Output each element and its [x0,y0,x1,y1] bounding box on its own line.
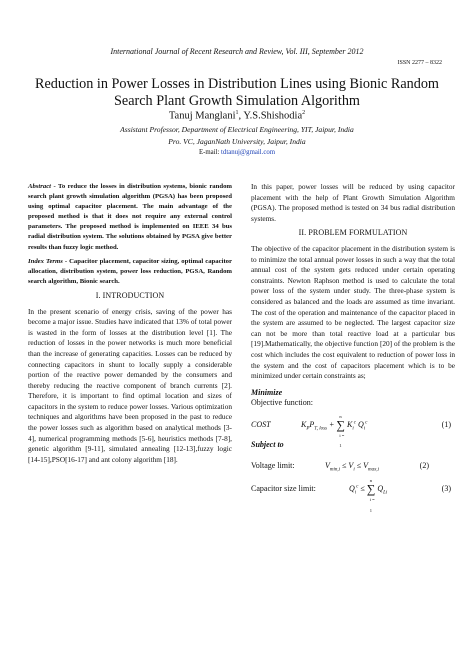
formulation-heading: II. PROBLEM FORMULATION [298,228,408,238]
keywords-label: Index Terms [28,257,63,265]
abstract-text: - To reduce the losses in distribution systems, bionic random search plant growth simulation algorithm (PGSA) has been proposed using optimal capacitor placement. The main advantage of the proposed method is that it does not require any external control parameters. The proposed method is implemented on IEEE 34 bus radial distribution system. The solutions obtained by PGSA give better results than fuzzy logic method. [28,183,232,251]
intro-heading: I. INTRODUCTION [95,290,165,300]
objective-label: Objective function: [251,398,313,408]
affiliation-2: Pro. VC, JaganNath University, Jaipur, India [168,137,306,146]
equation-3-math: $Q_i^c$ ≤ ∑ n i = 1 $Q_{Li}$ [349,478,388,514]
keywords [28,257,232,287]
equation-1-number: (1) [441,419,451,429]
authors [0,110,474,122]
author-2: Y.S.Shishodia [243,110,303,122]
intro-continued: In this paper, power losses will be reduced by using capacitor placement with the help of Plant Growth Simulation Algorithm (PGSA). The proposed method is tested on 34 bus radial distribution systems. [251,182,455,223]
journal-header: International Journal of Recent Research and Review, Vol. III, September 2012 [110,47,364,56]
formulation-paragraph: The objective of the capacitor placement in the distribution system is to minimize the total annual power losses in such a way that the total annual cost of the system gets reduced under certain operating constraints. Newton Raphson method is used to calculate the total power loss of the system under study. The three-phase system is considered as balanced and the loads are assumed as time invariant. The cost of the operation and maintenance of the capacitor placed in the system are assumed to be neglected. The largest capacitor size can not be more than total reactive load at a particular bus [19].Mathematically, the objective function [20] of the problem is the cost which includes the cost equivalent to reduction of power loss in the system and the cost of capacitors placement which is to be minimized under certain constraints as; [251,243,455,381]
author-1: Tanuj Manglani [168,110,236,122]
email-label: E-mail: [198,149,222,156]
right-column [251,182,455,514]
left-column [28,182,232,465]
equation-2-number: (2) [419,461,429,471]
equation-3 [251,476,455,514]
abstract [28,182,232,253]
author-1-sup: 1 [235,110,239,116]
author-2-sup: 2 [302,110,306,116]
capacitor-limit-label: Capacitor size limit: [251,484,316,494]
voltage-limit-label: Voltage limit: [251,461,295,471]
equation-2 [251,453,455,473]
author-separator: , [238,110,244,122]
email-link[interactable]: tdtanuj@gmail.com [221,149,276,156]
equation-3-number: (3) [441,484,451,494]
equation-1-lhs: COST [251,419,271,429]
email-line [0,149,474,156]
subject-to-label: Subject to [251,439,284,449]
affiliation-1: Assistant Professor, Department of Electrical Engineering, YIT, Jaipur, India [120,125,354,134]
minimize-label: Minimize [251,387,283,397]
issn: ISSN 2277 – 8322 [397,60,442,66]
equation-1-math: $K_PP_{T, loss}$ + ∑ n i = 1 $K_i^c$ $Q_i^c$ [301,413,368,449]
intro-paragraph: In the present scenario of energy crisis, saving of the power has become a major issue. Studies have indicated that 13% of total power is wasted in the form of losses at the distribution level [1]. The reduction of losses in the power networks is much more beneficial than the increase of generating capacities. Losses can be reduced by connecting capacitors in shunt to locally supply a considerable portion of the reactive power demanded by the consumers and thereby reducing the reactive component of branch currents [2]. Therefore, it is important to find optimal location and sizes of capacitors in the system to reduce power losses. Various optimization techniques and algorithms have been proposed in the past to reduce the power losses such as algorithm based on analytical methods [3-4], numerical programming methods [5-6], heuristics methods [7-8], genetic algorithm [9-11], simulated annealing [12-13],fuzzy logic [14-15],PSO[16-17] and ant colony algorithm [18]. [28,306,232,464]
abstract-label: Abstract [28,183,52,190]
paper-title: Reduction in Power Losses in Distribution Lines using Bionic Random Search Plant Growth Simulation Algorithm [35,76,439,109]
equation-2-math: $V_{min,i} \le V_i \le V_{max,i}$ [325,461,379,474]
keywords-text: - Capacitor placement, capacitor sizing, optimal capacitor allocation, distribution system, power loss reduction, PGSA, Random search algorithm, Bionic search. [28,257,232,285]
